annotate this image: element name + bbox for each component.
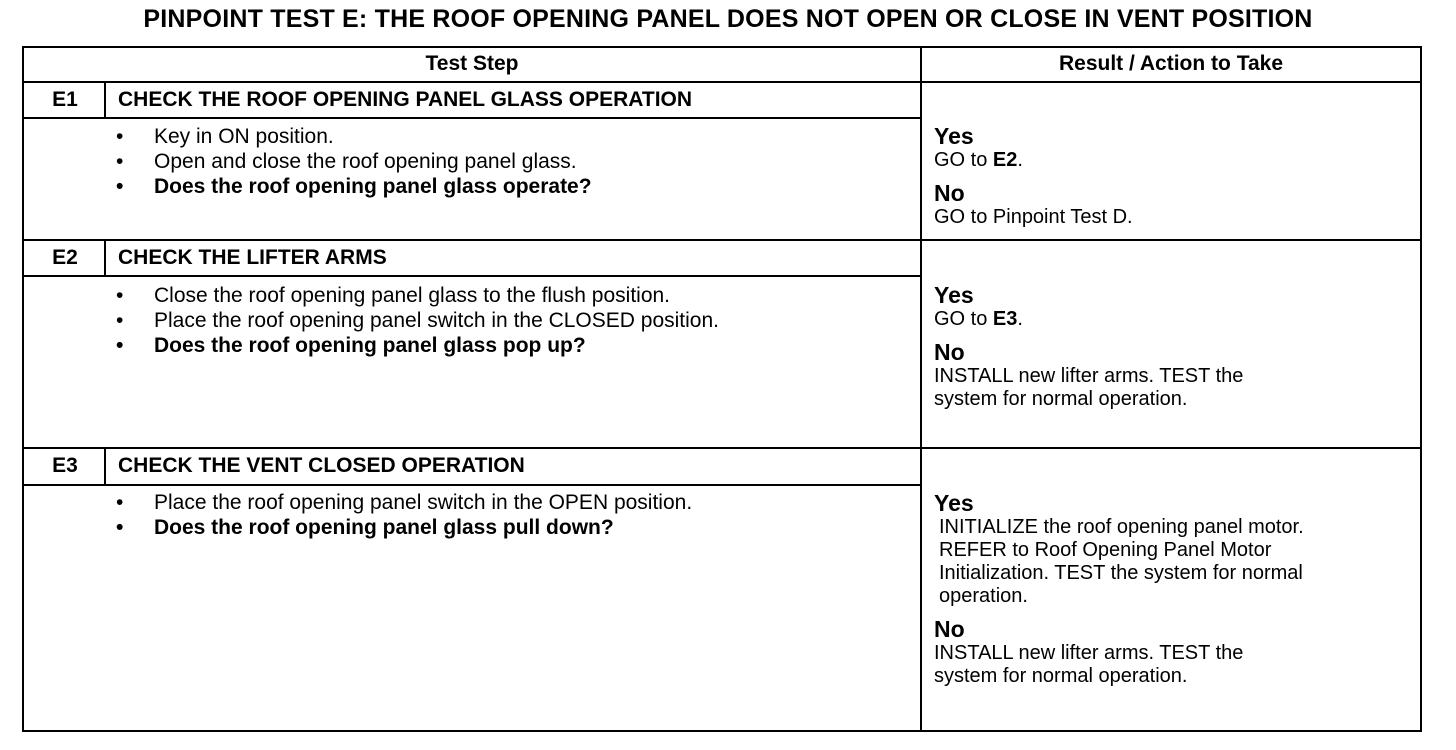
e3-title-divider	[22, 484, 922, 486]
yes-label-e3: Yes	[934, 490, 974, 516]
yes-text: GO to	[934, 308, 993, 330]
yes-action-e3	[934, 516, 1304, 608]
list-item: • Open and close the roof opening panel glass.	[116, 149, 592, 174]
yes-action-e1	[934, 149, 1133, 172]
no-action-line-1: INSTALL new lifter arms. TEST the	[934, 365, 1244, 387]
no-action-e1: GO to Pinpoint Test D.	[934, 206, 1133, 228]
no-action-line-2: system for normal operation.	[934, 388, 1188, 410]
e2-bottom-divider	[22, 447, 1422, 449]
step-question-e3: • Does the roof opening panel glass pull down?	[116, 515, 692, 540]
step-bullets-e2	[116, 283, 719, 358]
step-title-e1: CHECK THE ROOF OPENING PANEL GLASS OPERATION	[118, 88, 693, 111]
yes-end: .	[1017, 149, 1023, 171]
step-id-e1: E1	[52, 88, 78, 111]
no-action-line-2: system for normal operation.	[934, 665, 1188, 687]
list-item: • Key in ON position.	[116, 124, 592, 149]
yes-action-line-2: REFER to Roof Opening Panel Motor	[939, 539, 1272, 561]
yes-action-e2	[934, 308, 1243, 331]
column-divider	[920, 46, 922, 732]
yes-ref-e2: E2	[992, 149, 1018, 171]
result-e1	[934, 123, 1133, 229]
list-item: • Place the roof opening panel switch in the CLOSED position.	[116, 308, 719, 333]
step-title-e3: CHECK THE VENT CLOSED OPERATION	[118, 454, 525, 477]
list-item: • Place the roof opening panel switch in the OPEN position.	[116, 490, 692, 515]
step-bullets-e1	[116, 124, 592, 199]
step-id-e3: E3	[52, 454, 78, 477]
yes-text: GO to	[934, 149, 993, 171]
result-e2	[934, 282, 1243, 411]
step-question-e2: • Does the roof opening panel glass pop up?	[116, 333, 719, 358]
step-id-e2: E2	[52, 246, 78, 269]
yes-action-line-4: operation.	[939, 585, 1028, 607]
yes-ref-e3: E3	[992, 308, 1018, 330]
result-e3	[934, 490, 1304, 688]
step-bullets-e3	[116, 490, 692, 540]
yes-label-e2: Yes	[934, 282, 974, 308]
list-item: • Close the roof opening panel glass to the flush position.	[116, 283, 719, 308]
e1-title-divider	[22, 117, 922, 119]
header-test-step: Test Step	[425, 52, 519, 75]
yes-end: .	[1017, 308, 1023, 330]
header-result: Result / Action to Take	[1058, 52, 1284, 75]
e2-title-divider	[22, 275, 922, 277]
yes-label-e1: Yes	[934, 123, 974, 149]
e1-bottom-divider	[22, 239, 1422, 241]
no-action-line-1: INSTALL new lifter arms. TEST the	[934, 642, 1244, 664]
no-label-e1: No	[934, 180, 965, 206]
no-label-e2: No	[934, 339, 965, 365]
yes-action-line-1: INITIALIZE the roof opening panel motor.	[939, 516, 1304, 538]
step-question-e1: • Does the roof opening panel glass operate?	[116, 174, 592, 199]
no-label-e3: No	[934, 616, 965, 642]
yes-action-line-3: Initialization. TEST the system for normal	[939, 562, 1303, 584]
header-divider	[22, 81, 1422, 83]
page-title: PINPOINT TEST E: THE ROOF OPENING PANEL DOES NOT OPEN OR CLOSE IN VENT POSITION	[143, 5, 1313, 33]
step-title-e2: CHECK THE LIFTER ARMS	[118, 246, 387, 269]
